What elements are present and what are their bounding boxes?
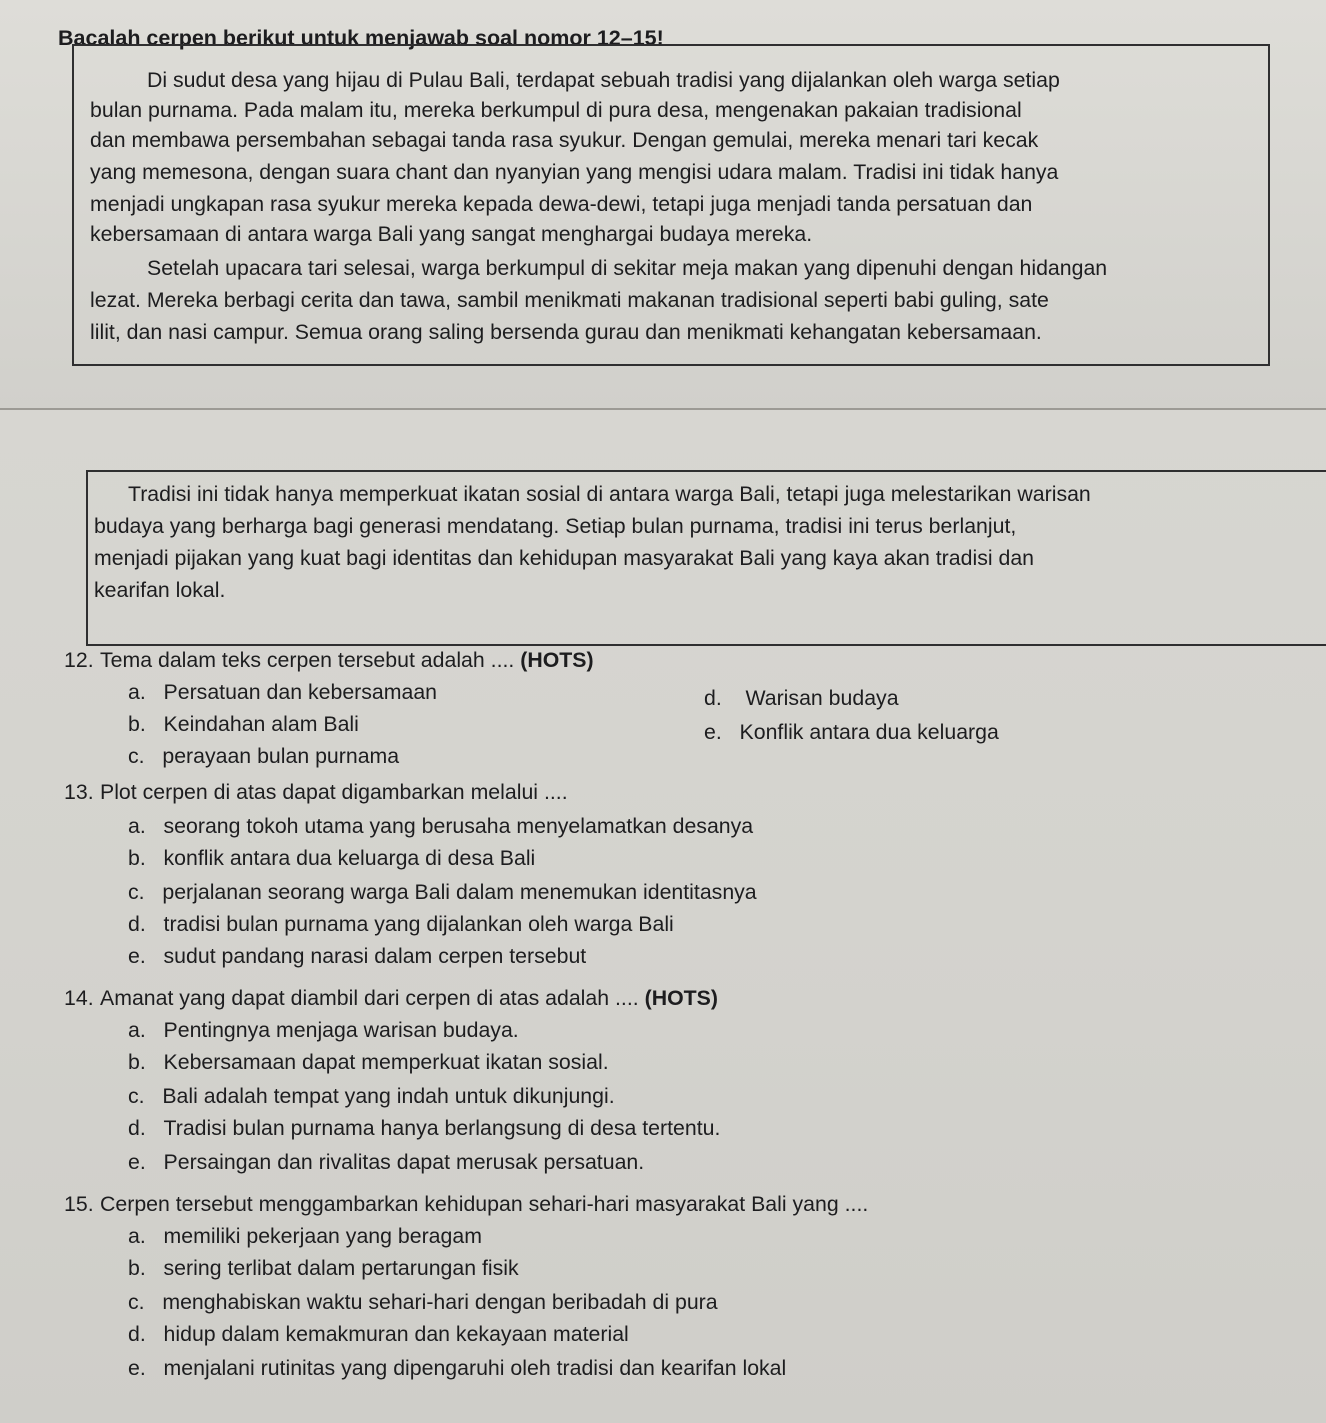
question-15-text: Cerpen tersebut menggambarkan kehidupan sehari-hari masyarakat Bali yang ....: [100, 1192, 869, 1216]
question-13-text: Plot cerpen di atas dapat digambarkan melalui ....: [100, 780, 568, 804]
option-13b[interactable]: b. konflik antara dua keluarga di desa Bali: [128, 846, 536, 870]
photo-top-page: [0, 0, 1326, 410]
instruction-heading: Bacalah cerpen berikut untuk menjawab soal nomor 12–15!: [58, 26, 664, 50]
option-12a[interactable]: a. Persatuan dan kebersamaan: [128, 680, 438, 704]
photo-bottom-page: [0, 410, 1326, 1423]
question-12-number: 12.: [64, 648, 94, 672]
option-13e[interactable]: e. sudut pandang narasi dalam cerpen tersebut: [128, 944, 587, 968]
option-15d[interactable]: d. hidup dalam kemakmuran dan kekayaan material: [128, 1322, 629, 1346]
option-12d[interactable]: d. Warisan budaya: [704, 686, 899, 710]
option-14b[interactable]: b. Kebersamaan dapat memperkuat ikatan sosial.: [128, 1050, 609, 1074]
story-line: Setelah upacara tari selesai, warga berkumpul di sekitar meja makan yang dipenuhi dengan hidangan: [147, 256, 1108, 280]
story-line: Di sudut desa yang hijau di Pulau Bali, terdapat sebuah tradisi yang dijalankan oleh warga setiap: [147, 68, 1060, 92]
option-14d[interactable]: d. Tradisi bulan purnama hanya berlangsung di desa tertentu.: [128, 1116, 721, 1140]
story-line: lezat. Mereka berbagi cerita dan tawa, sambil menikmati makanan tradisional seperti babi guling, sate: [90, 288, 1049, 312]
story-line: dan membawa persembahan sebagai tanda rasa syukur. Dengan gemulai, mereka menari tari kecak: [90, 128, 1039, 152]
question-14-number: 14.: [64, 986, 94, 1010]
option-14c[interactable]: c. Bali adalah tempat yang indah untuk dikunjungi.: [128, 1084, 615, 1108]
option-13d[interactable]: d. tradisi bulan purnama yang dijalankan oleh warga Bali: [128, 912, 674, 936]
option-15c[interactable]: c. menghabiskan waktu sehari-hari dengan beribadah di pura: [128, 1290, 718, 1314]
question-15-number: 15.: [64, 1192, 94, 1216]
option-14e[interactable]: e. Persaingan dan rivalitas dapat merusak persatuan.: [128, 1150, 645, 1174]
story-line: lilit, dan nasi campur. Semua orang saling bersenda gurau dan menikmati kehangatan kebersamaan.: [90, 320, 1042, 344]
option-13c[interactable]: c. perjalanan seorang warga Bali dalam menemukan identitasnya: [128, 880, 757, 904]
option-15e[interactable]: e. menjalani rutinitas yang dipengaruhi oleh tradisi dan kearifan lokal: [128, 1356, 787, 1380]
story-line: kearifan lokal.: [94, 578, 226, 602]
story-line: menjadi ungkapan rasa syukur mereka kepada dewa-dewi, tetapi juga menjadi tanda persatuan dan: [90, 192, 1033, 216]
story-line: menjadi pijakan yang kuat bagi identitas dan kehidupan masyarakat Bali yang kaya akan tradisi dan: [94, 546, 1035, 570]
question-12-text: Tema dalam teks cerpen tersebut adalah .... (HOTS): [100, 648, 594, 672]
question-14-text: Amanat yang dapat diambil dari cerpen di atas adalah .... (HOTS): [100, 986, 718, 1010]
question-13-number: 13.: [64, 780, 94, 804]
story-line: Tradisi ini tidak hanya memperkuat ikatan sosial di antara warga Bali, tetapi juga melestarikan warisan: [128, 482, 1091, 506]
option-12e[interactable]: e. Konflik antara dua keluarga: [704, 720, 999, 744]
option-12c[interactable]: c. perayaan bulan purnama: [128, 744, 400, 768]
story-line: bulan purnama. Pada malam itu, mereka berkumpul di pura desa, mengenakan pakaian tradisional: [90, 98, 1022, 122]
story-line: kebersamaan di antara warga Bali yang sangat menghargai budaya mereka.: [90, 222, 813, 246]
option-15b[interactable]: b. sering terlibat dalam pertarungan fisik: [128, 1256, 519, 1280]
story-line: budaya yang berharga bagi generasi mendatang. Setiap bulan purnama, tradisi ini terus berlanjut,: [94, 514, 1017, 538]
option-13a[interactable]: a. seorang tokoh utama yang berusaha menyelamatkan desanya: [128, 814, 754, 838]
option-14a[interactable]: a. Pentingnya menjaga warisan budaya.: [128, 1018, 519, 1042]
story-line: yang memesona, dengan suara chant dan nyanyian yang mengisi udara malam. Tradisi ini tidak hanya: [90, 160, 1059, 184]
option-12b[interactable]: b. Keindahan alam Bali: [128, 712, 359, 736]
option-15a[interactable]: a. memiliki pekerjaan yang beragam: [128, 1224, 482, 1248]
